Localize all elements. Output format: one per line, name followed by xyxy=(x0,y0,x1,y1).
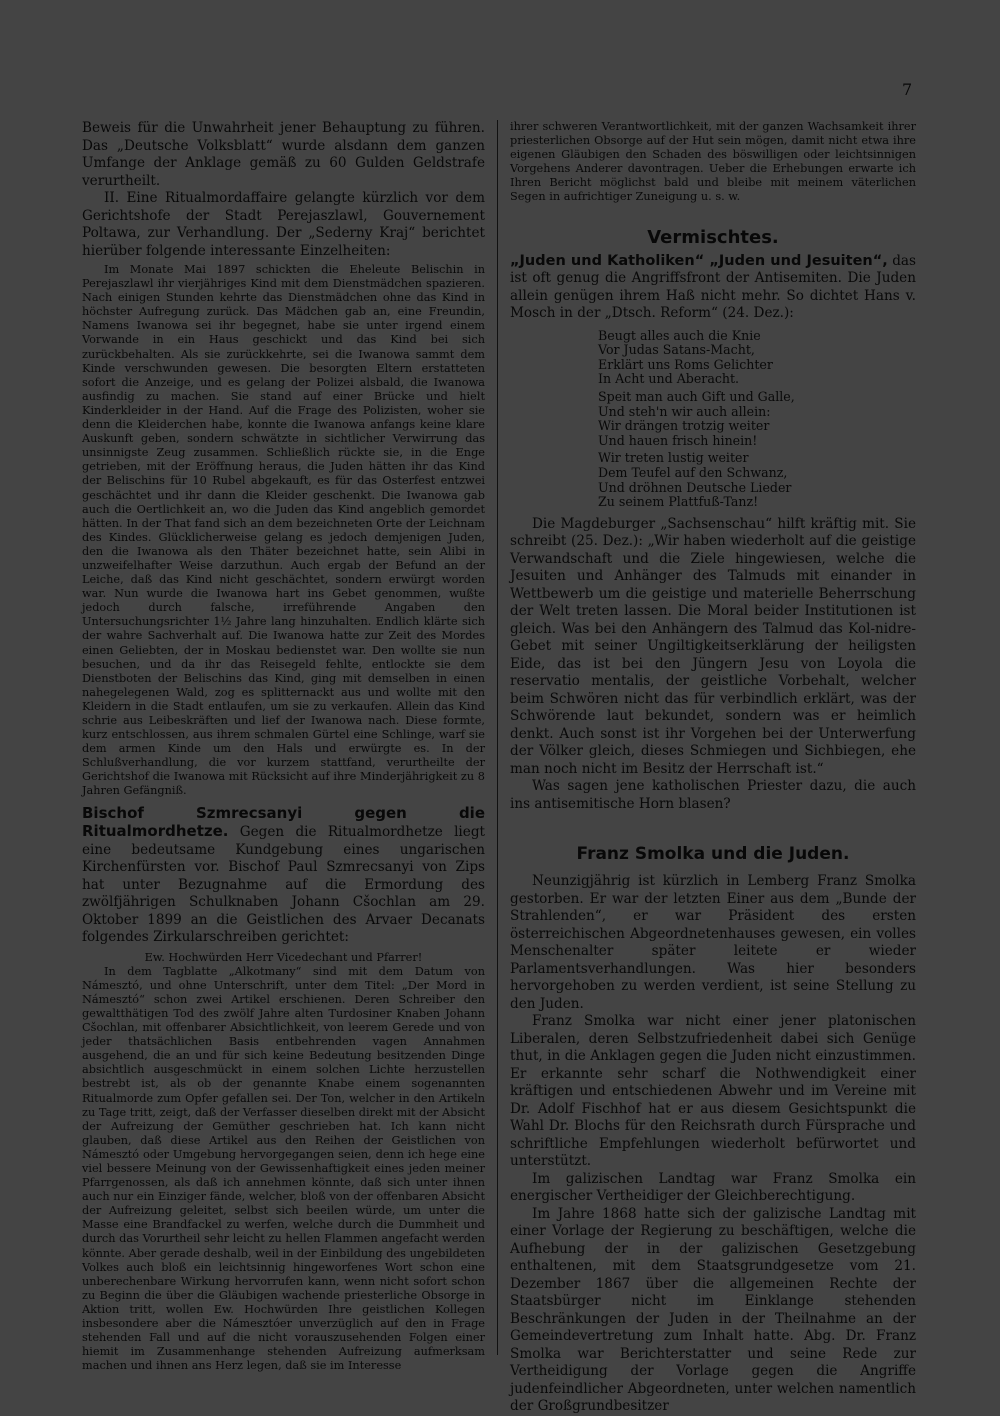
right-column xyxy=(510,120,916,1415)
paragraph-letter-end: ihrer schweren Verantwortlichkeit, mit der ganzen Wachsamkeit ihrer priesterlichen Obsorge auf der Hut sein mögen, damit nicht etwa ihre eigenen Gläubigen den Schaden des böswilligen oder leichtsinnigen Vorgehens Anderer davontragen. Ueber die Erhebungen erwarte ich Ihren Bericht möglichst bald und bleibe mit meinem väterlichen Segen in aufrichtiger Zuneigung u. s. w. xyxy=(510,120,916,204)
page-number: 7 xyxy=(902,80,913,99)
poem-line: Und steh'n wir auch allein: xyxy=(598,403,771,419)
letter-salutation: Ew. Hochwürden Herr Vicedechant und Pfarrer! xyxy=(144,950,423,964)
heading-juden-katholiken: „Juden und Katholiken“ „Juden und Jesuiten“, xyxy=(510,252,888,269)
poem-line: Speit man auch Gift und Galle, xyxy=(598,388,795,404)
poem-line: Beugt alles auch die Knie xyxy=(598,327,761,343)
paragraph-iwanowa-report: Im Monate Mai 1897 schickten die Eheleute Belischin in Perejaszlawl ihr vierjähriges Kind mit dem Dienstmädchen spazieren. Nach einigen Stunden kehrte das Dienstmädchen ohne das Kind in höchster Aufregung zurück. Das Mädchen gab an, eine Freundin, Namens Iwanowa sei ihr begegnet, habe sie unter irgend einem Vorwande in ein Haus geschickt und das Kind bei sich zurückbehalten. Als sie zurückkehrte, sei die Iwanowa sammt dem Kinde verschwunden gewesen. Die besorgten Eltern erstatteten sofort die Anzeige, und es gelang der Polizei alsbald, die Iwanowa ausfindig zu machen. Sie stand auf einer Brücke und hielt Kinderkleider in der Hand. Auf die Frage des Polizisten, woher sie denn die Kleiderchen habe, konnte die Iwanowa anfangs keine klare Auskunft geben, sondern schwätzte in sichtlicher Verwirrung das unsinnigste Zeug zusammen. Schließlich rückte sie, in die Enge getrieben, mit der Eröffnung heraus, die Juden hätten ihr das Kind der Belischins für 10 Rubel abgekauft, es für das Osterfest entzwei geschächtet und ihr dann die Kleider geschenkt. Die Iwanowa gab auch die Oertlichkeit an, wo die Juden das Kind angeblich gemordet hätten. In der That fand sich an dem bezeichneten Orte der Leichnam des Kindes. Glücklicherweise gelang es jedoch demjenigen Juden, den die Iwanowa als den Thäter bezeichnet hatte, sein Alibi in unzweifelhafter Weise darzuthun. Auch ergab der Befund an der Leiche, daß das Kind nicht geschächtet, sondern erwürgt worden war. Nun wurde die Iwanowa hart ins Gebet genommen, wußte jedoch durch falsche, irreführende Angaben den Untersuchungsrichter 1½ Jahre lang hinzuhalten. Endlich klärte sich der wahre Sachverhalt auf. Die Iwanowa hatte zur Zeit des Mordes einen Geliebten, der in Moskau bedienstet war. Den wollte sie nun besuchen, und da ihr das Reisegeld fehlte, entlockte sie dem Dienstboten der Belischins das Kind, ging mit demselben in einen nahegelegenen Wald, zog es splitternackt aus und wollte mit den Kleidern in die Stadt entlaufen, um sie zu verkaufen. Allein das Kind schrie aus Leibeskräften und lief der Iwanowa nach. Diese formte, kurz entschlossen, aus ihrem schmalen Gürtel eine Schlinge, warf sie dem armen Kinde um den Hals und erwürgte es. In der Schlußverhandlung, die vor kurzem stattfand, verurtheilte der Gerichtshof die Iwanowa mit Rücksicht auf ihre Minderjährigkeit zu 8 Jahren Gefängniß. xyxy=(82,263,485,798)
paragraph-horn: Was sagen jene katholischen Priester dazu, die auch ins antisemitische Horn blasen? xyxy=(510,778,916,812)
poem-line: Vor Judas Satans-Macht, xyxy=(598,342,755,358)
paragraph-circular-letter: In dem Tagblatte „Alkotmany“ sind mit dem Datum von Námesztó, und ohne Unterschrift, unter dem Titel: „Der Mord in Námesztó“ schon zwei Artikel erschienen. Deren Schreiber den gewaltthätigen Tod des zwölf Jahre alten Turdosiner Knaben Johann Cšochlan, mit offenbarer Absichtlichkeit, von leerem Gerede und von jeder thatsächlichen Basis entbehrenden vagen Annahmen ausgehend, die an und für sich keine Bedeutung besitzenden Dinge absichtlich ausgeschmückt in einem solchen Lichte herzustellen bestrebt ist, als ob der genannte Knabe einem sogenannten Ritualmorde zum Opfer gefallen sei. Der Ton, welcher in den Artikeln zu Tage tritt, zeigt, daß der Verfasser dieselben direkt mit der Absicht der Aufreizung der Gemüther geschrieben hat. Ich kann nicht glauben, daß diese Artikel aus den Reihen der Geistlichen von Námesztó oder Umgebung hervorgegangen seien, denn ich hege eine viel bessere Meinung von der Gewissenhaftigkeit eines jeden meiner Pfarrgenossen, als daß ich annehmen könnte, daß sich unter ihnen auch nur ein Einziger fände, welcher, bloß von der offenbaren Absicht der Aufreizung geleitet, selbst sich beeilen würde, um unter die Masse eine Brandfackel zu werfen, welche durch die Dummheit und durch das Vorurtheil sehr leicht zu hellen Flammen angefacht werden könnte. Aber gerade deshalb, weil in der Einbildung des ungebildeten Volkes auch bloß ein leichtsinnig hingeworfenes Wort schon eine unberechenbare Wirkung hervorrufen kann, wenn nicht sofort schon zu Beginn die über die Gläubigen wachende priesterliche Obsorge in Aktion tritt, wollen Ew. Hochwürden Ihre geistlichen Kollegen insbesondere aber die Námesztóer unverzüglich auf den in Frage stehenden Fall und auf die nicht vorauszusehenden Folgen einer hiemit im Zusammenhange stehenden Aufreizung aufmerksam machen und ihnen ans Herz legen, daß sie im Interesse xyxy=(82,964,485,1373)
text-juden-katholiken: das ist oft genug die Angriffsfront der Antisemiten. Die Juden allein genügen ihrem Haß nicht mehr. So dichtet Hans v. Mosch in der „Dtsch. Reform“ (24. Dez.): xyxy=(510,252,916,322)
paragraph-smolka-death: Neunzigjährig ist kürzlich in Lemberg Franz Smolka gestorben. Er war der letzten Einer aus dem „Bunde der Strahlenden“, er war Präsident des ersten österreichischen Abgeordnetenhauses gewesen, ein volles Menschenalter später leitete er wieder Parlamentsverhandlungen. Was hier besonders hervorgehoben zu werden verdient, ist seine Stellung zu den Juden. xyxy=(510,873,916,1012)
paragraph-sachsenschau: Die Magdeburger „Sachsenschau“ hilft kräftig mit. Sie schreibt (25. Dez.): „Wir haben wiederholt auf die geistige Verwandschaft und die Ziele hingewiesen, welche die Jesuiten und Anhänger des Talmuds mit einander in Wettbewerb um die geistige und materielle Beherrschung der Welt treten lassen. Die Moral beider Institutionen ist gleich. Was bei den Anhängern des Talmud das Kol-nidre-Gebet mit seiner Ungiltigkeitserklärung der heiligsten Eide, das ist bei den Jüngern Jesu von Loyola die reservatio mentalis, der geistliche Vorbehalt, welcher beim Schwören nicht das für verbindlich erklärt, was der Schwörende laut bekundet, sondern was er heimlich denkt. Auch sonst ist ihr Vorgehen bei der Unterwerfung der Völker gleich, dieses Schmiegen und Sichbiegen, ehe man noch nicht im Besitz der Herrschaft ist.“ xyxy=(510,515,916,777)
paragraph-juden-katholiken xyxy=(510,253,916,323)
poem-line: Wir drängen trotzig weiter xyxy=(598,418,770,434)
left-column xyxy=(82,120,485,1373)
paragraph-ritualmord-affaire: II. Eine Ritualmordaffaire gelangte kürzlich vor dem Gerichtshofe der Stadt Perejaszlawl, Gouvernement Poltawa, zur Verhandlung. Der „Sederny Kraj“ berichtet hierüber folgende interessante Einzelheiten: xyxy=(82,190,485,259)
heading-vermischtes: Vermischtes. xyxy=(647,226,779,248)
paragraph-bischof xyxy=(82,805,485,947)
paragraph-smolka-liberal: Franz Smolka war nicht einer jener platonischen Liberalen, deren Selbstzufriedenheit dabei sich Genüge thut, in die Anklagen gegen die Juden nicht einzustimmen. Er erkannte sehr scharf die Nothwendigkeit einer kräftigen und entschiedenen Abwehr und im Vereine mit Dr. Adolf Fischhof hat er aus diesem Gesichtspunkt die Wahl Dr. Blochs für den Reichsrath durch Fürsprache und schriftliche Empfehlungen wiederholt befürwortet und unterstützt. xyxy=(510,1013,916,1170)
paragraph-smolka-landtag: Im galizischen Landtag war Franz Smolka ein energischer Vertheidiger der Gleichberechtigung. xyxy=(510,1170,916,1205)
poem-line: In Acht und Aberacht. xyxy=(598,371,740,387)
paragraph-smolka-1868: Im Jahre 1868 hatte sich der galizische Landtag mit einer Vorlage der Regierung zu beschäftigen, welche die Aufhebung der in der galizischen Gesetzgebung enthaltenen, mit dem Staatsgrundgesetze vom 21. Dezember 1867 über die allgemeinen Rechte der Staatsbürger nicht im Einklange stehenden Beschränkungen der Juden in der Theilnahme an der Gemeindevertretung zum Inhalt hatte. Abg. Dr. Franz Smolka war Berichterstatter und seine Rede zur Vertheidigung der Vorlage gegen die Angriffe judenfeindlicher Abgeordneten, unter welchen namentlich der Großgrundbesitzer xyxy=(510,1205,916,1415)
poem-line: Und dröhnen Deutsche Lieder xyxy=(598,479,792,495)
heading-bischof: Bischof Szmrecsanyi gegen die Ritualmordhetze. xyxy=(82,803,485,841)
poem-line: Und hauen frisch hinein! xyxy=(598,432,758,448)
spacer xyxy=(510,205,916,227)
heading-smolka: Franz Smolka und die Juden. xyxy=(576,844,850,865)
poem-line: Zu seinem Plattfuß-Tanz! xyxy=(598,494,759,510)
paragraph-volksblatt-verdict: Beweis für die Unwahrheit jener Behauptung zu führen. Das „Deutsche Volksblatt“ wurde alsdann dem ganzen Umfange der Anklage gemäß zu 60 Gulden Geldstrafe verurtheilt. xyxy=(82,120,485,189)
poem-line: Erklärt uns Roms Gelichter xyxy=(598,356,773,372)
poem xyxy=(598,329,916,510)
spacer xyxy=(510,813,916,843)
poem-line: Wir treten lustig weiter xyxy=(598,450,749,466)
column-rule xyxy=(497,120,498,1355)
poem-line: Dem Teufel auf den Schwanz, xyxy=(598,464,788,480)
text-bischof: Gegen die Ritualmordhetze liegt eine bedeutsame Kundgebung eines ungarischen Kirchenfürsten vor. Bischof Paul Szmrecsanyi von Zips hat unter Bezugnahme auf die Ermordung des zwölfjährigen Schulknaben Johann Cšochlan am 29. Oktober 1899 an die Geistlichen des Arvaer Decanats folgendes Zirkularschreiben gerichtet: xyxy=(82,824,485,946)
